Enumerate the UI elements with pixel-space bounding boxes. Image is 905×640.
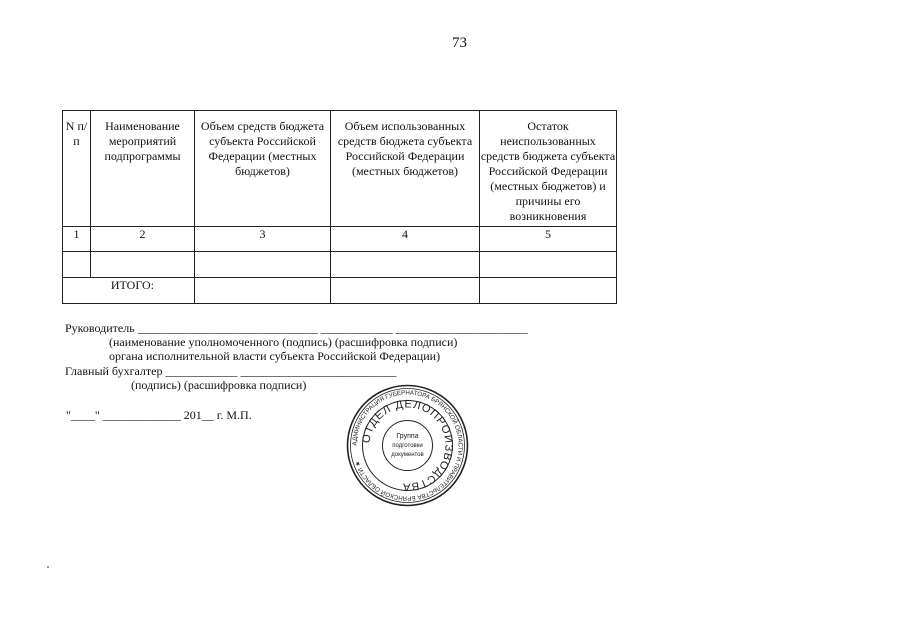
header-cell-number: N п/п — [63, 111, 91, 227]
header-cell-budget-volume: Объем средств бюджета субъекта Российской Федерации (местных бюджетов) — [195, 111, 331, 227]
head-signature-caption-2: органа исполнительной власти субъекта Российской Федерации) — [109, 349, 441, 363]
column-number-cell: 2 — [91, 227, 195, 252]
report-table — [62, 110, 617, 304]
stamp-ring-text: ОТДЕЛ ДЕЛОПРОИЗВОДСТВА — [360, 398, 455, 493]
header-cell-activity-name: Наименование мероприятий подпрограммы — [91, 111, 195, 227]
total-label: ИТОГО: — [63, 278, 195, 304]
accountant-signature-caption: (подпись) (расшифровка подписи) — [131, 378, 307, 392]
empty-data-row — [63, 252, 617, 278]
scan-speck — [47, 566, 49, 568]
accountant-signature-line: Главный бухгалтер ____________ __________________________ — [65, 364, 397, 378]
column-number-cell: 4 — [331, 227, 480, 252]
empty-cell — [63, 252, 91, 278]
column-number-cell: 5 — [480, 227, 617, 252]
head-signature-caption: (наименование уполномоченного (подпись) (расшифровка подписи) — [109, 335, 458, 349]
empty-cell — [480, 252, 617, 278]
header-cell-remainder: Остаток неиспользованных средств бюджета субъекта Российской Федерации (местных бюджетов) и причины его возникновения — [480, 111, 617, 227]
stamp-center-line-1: Группа — [396, 433, 419, 440]
head-signature-line: Руководитель ______________________________ ____________ ______________________ — [65, 321, 528, 335]
column-number-cell: 3 — [195, 227, 331, 252]
column-number-row — [63, 227, 617, 252]
stamp-center-line-2: подготовки — [392, 443, 423, 449]
column-number-cell: 1 — [63, 227, 91, 252]
header-cell-used-volume: Объем использованных средств бюджета субъекта Российской Федерации (местных бюджетов) — [331, 111, 480, 227]
empty-cell — [480, 278, 617, 304]
empty-cell — [195, 278, 331, 304]
date-line: "____" _____________ 201__ г. М.П. — [66, 408, 252, 422]
stamp-outer-text: АДМИНИСТРАЦИЯ ГУБЕРНАТОРА БРЯНСКОЙ ОБЛАСТИ И ПРАВИТЕЛЬСТВА БРЯНСКОЙ ОБЛАСТИ ★ — [351, 389, 464, 502]
table-header-row — [63, 111, 617, 227]
empty-cell — [331, 278, 480, 304]
page-number: 73 — [452, 35, 467, 51]
empty-cell — [331, 252, 480, 278]
empty-cell — [91, 252, 195, 278]
empty-cell — [195, 252, 331, 278]
stamp-center-line-3: документов — [391, 452, 424, 458]
total-row — [63, 278, 617, 304]
official-stamp — [345, 383, 470, 508]
